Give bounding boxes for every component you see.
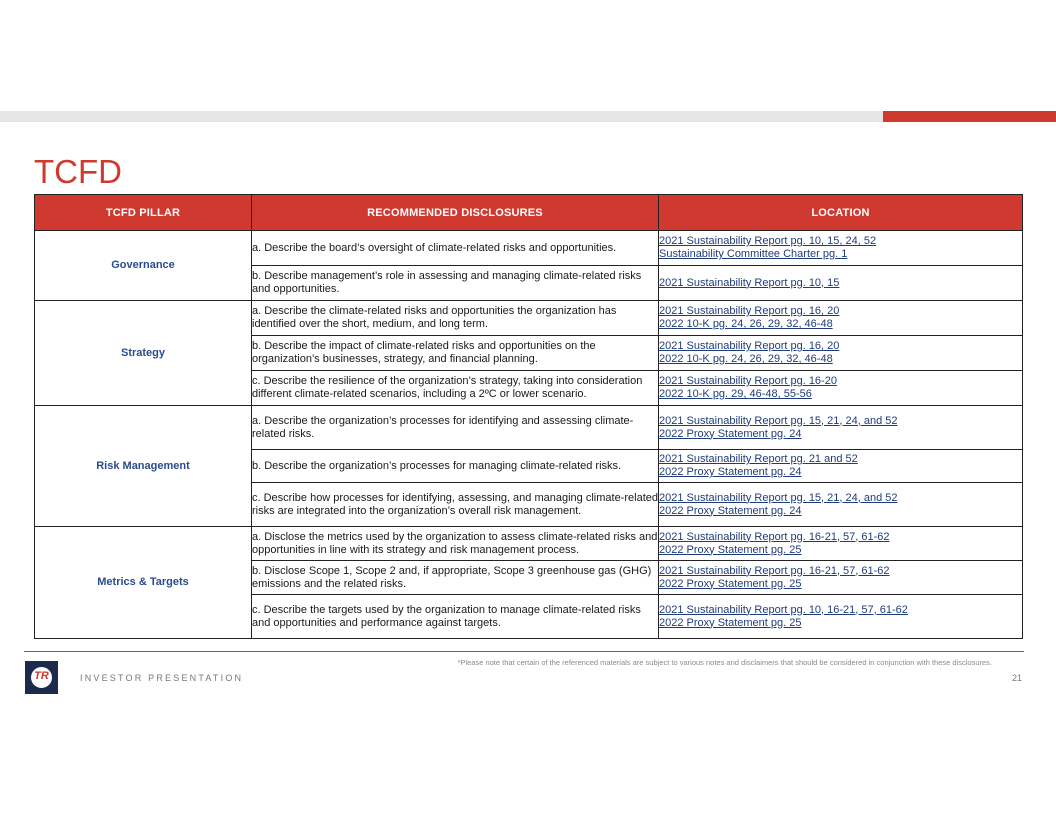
disclosure-cell: a. Describe the board’s oversight of climate-related risks and opportunities. [252,231,659,266]
table-row [35,527,1023,561]
column-header-location: LOCATION [659,195,1023,231]
header-bar-gray [0,111,883,122]
disclosure-cell: b. Describe the impact of climate-related risks and opportunities on the organization’s businesses, strategy, and financial planning. [252,336,659,371]
location-cell [659,336,1023,371]
location-link[interactable]: 2021 Sustainability Report pg. 10, 15 [659,276,840,289]
location-link[interactable]: 2022 10-K pg. 29, 46-48, 55-56 [659,388,812,400]
location-link[interactable]: 2021 Sustainability Report pg. 10, 16-21, 57, 61-62 [659,603,908,616]
location-cell [659,450,1023,483]
location-link[interactable]: 2022 Proxy Statement pg. 25 [659,616,802,629]
table-row [35,231,1023,266]
column-header-pillar: TCFD PILLAR [35,195,252,231]
location-cell [659,406,1023,450]
location-link[interactable]: 2021 Sustainability Report pg. 16, 20 [659,340,840,352]
location-link[interactable]: 2021 Sustainability Report pg. 16-21, 57, 61-62 [659,564,890,577]
page-title: TCFD [34,153,122,190]
location-link[interactable]: 2022 Proxy Statement pg. 24 [659,504,802,517]
table-row [35,301,1023,336]
disclosure-cell: b. Disclose Scope 1, Scope 2 and, if appropriate, Scope 3 greenhouse gas (GHG) emissions and the related risks. [252,561,659,595]
location-link[interactable]: 2021 Sustainability Report pg. 15, 21, 24, and 52 [659,491,898,504]
pillar-governance: Governance [35,231,252,301]
disclosure-cell: a. Disclose the metrics used by the organization to assess climate-related risks and opportunities in line with its strategy and risk management process. [252,527,659,561]
location-link[interactable]: 2021 Sustainability Report pg. 16, 20 [659,305,840,317]
disclosure-cell: b. Describe the organization’s processes for managing climate-related risks. [252,450,659,483]
footer-divider [24,651,1024,652]
footer-disclaimer: *Please note that certain of the referenced materials are subject to various notes and disclaimers that should be considered in conjunction with these disclosures. [457,658,992,667]
location-cell [659,231,1023,266]
location-link[interactable]: 2021 Sustainability Report pg. 16-20 [659,375,837,387]
location-link[interactable]: 2022 10-K pg. 24, 26, 29, 32, 46-48 [659,353,833,365]
pillar-strategy: Strategy [35,301,252,406]
location-cell [659,301,1023,336]
location-link[interactable]: 2021 Sustainability Report pg. 16-21, 57, 61-62 [659,530,890,543]
location-link[interactable]: 2021 Sustainability Report pg. 10, 15, 24, 52 [659,235,877,247]
logo-mark: TR [34,670,49,682]
location-cell [659,527,1023,561]
disclosure-cell: c. Describe how processes for identifying, assessing, and managing climate-related risks are integrated into the organization’s overall risk management. [252,483,659,527]
location-cell [659,483,1023,527]
disclosure-cell: a. Describe the organization’s processes for identifying and assessing climate-related risks. [252,406,659,450]
disclosure-cell: b. Describe management’s role in assessing and managing climate-related risks and opportunities. [252,266,659,301]
table-row [35,406,1023,450]
tcfd-table [34,194,1023,639]
footer-label: INVESTOR PRESENTATION [80,673,244,683]
location-cell [659,561,1023,595]
location-cell [659,266,1023,301]
column-header-disclosures: RECOMMENDED DISCLOSURES [252,195,659,231]
disclosure-cell: a. Describe the climate-related risks and opportunities the organization has identified over the short, medium, and long term. [252,301,659,336]
table-header-row [35,195,1023,231]
location-cell [659,595,1023,639]
location-link[interactable]: 2022 Proxy Statement pg. 25 [659,543,802,556]
location-link[interactable]: 2022 10-K pg. 24, 26, 29, 32, 46-48 [659,318,833,330]
location-link[interactable]: 2021 Sustainability Report pg. 15, 21, 24, and 52 [659,414,898,427]
location-link[interactable]: 2022 Proxy Statement pg. 24 [659,427,802,440]
pillar-metrics-targets: Metrics & Targets [35,527,252,639]
pillar-risk-management: Risk Management [35,406,252,527]
company-logo [25,661,58,694]
header-bar-red [883,111,1056,122]
disclosure-cell: c. Describe the resilience of the organization’s strategy, taking into consideration different climate-related scenarios, including a 2ºC or lower scenario. [252,371,659,406]
location-link[interactable]: 2022 Proxy Statement pg. 24 [659,466,802,478]
page-number: 21 [1011,673,1022,683]
location-link[interactable]: 2021 Sustainability Report pg. 21 and 52 [659,453,858,465]
location-link[interactable]: 2022 Proxy Statement pg. 25 [659,577,802,590]
location-cell [659,371,1023,406]
location-link[interactable]: Sustainability Committee Charter pg. 1 [659,248,848,260]
logo-ring [30,666,53,689]
disclosure-cell: c. Describe the targets used by the organization to manage climate-related risks and opportunities and performance against targets. [252,595,659,639]
